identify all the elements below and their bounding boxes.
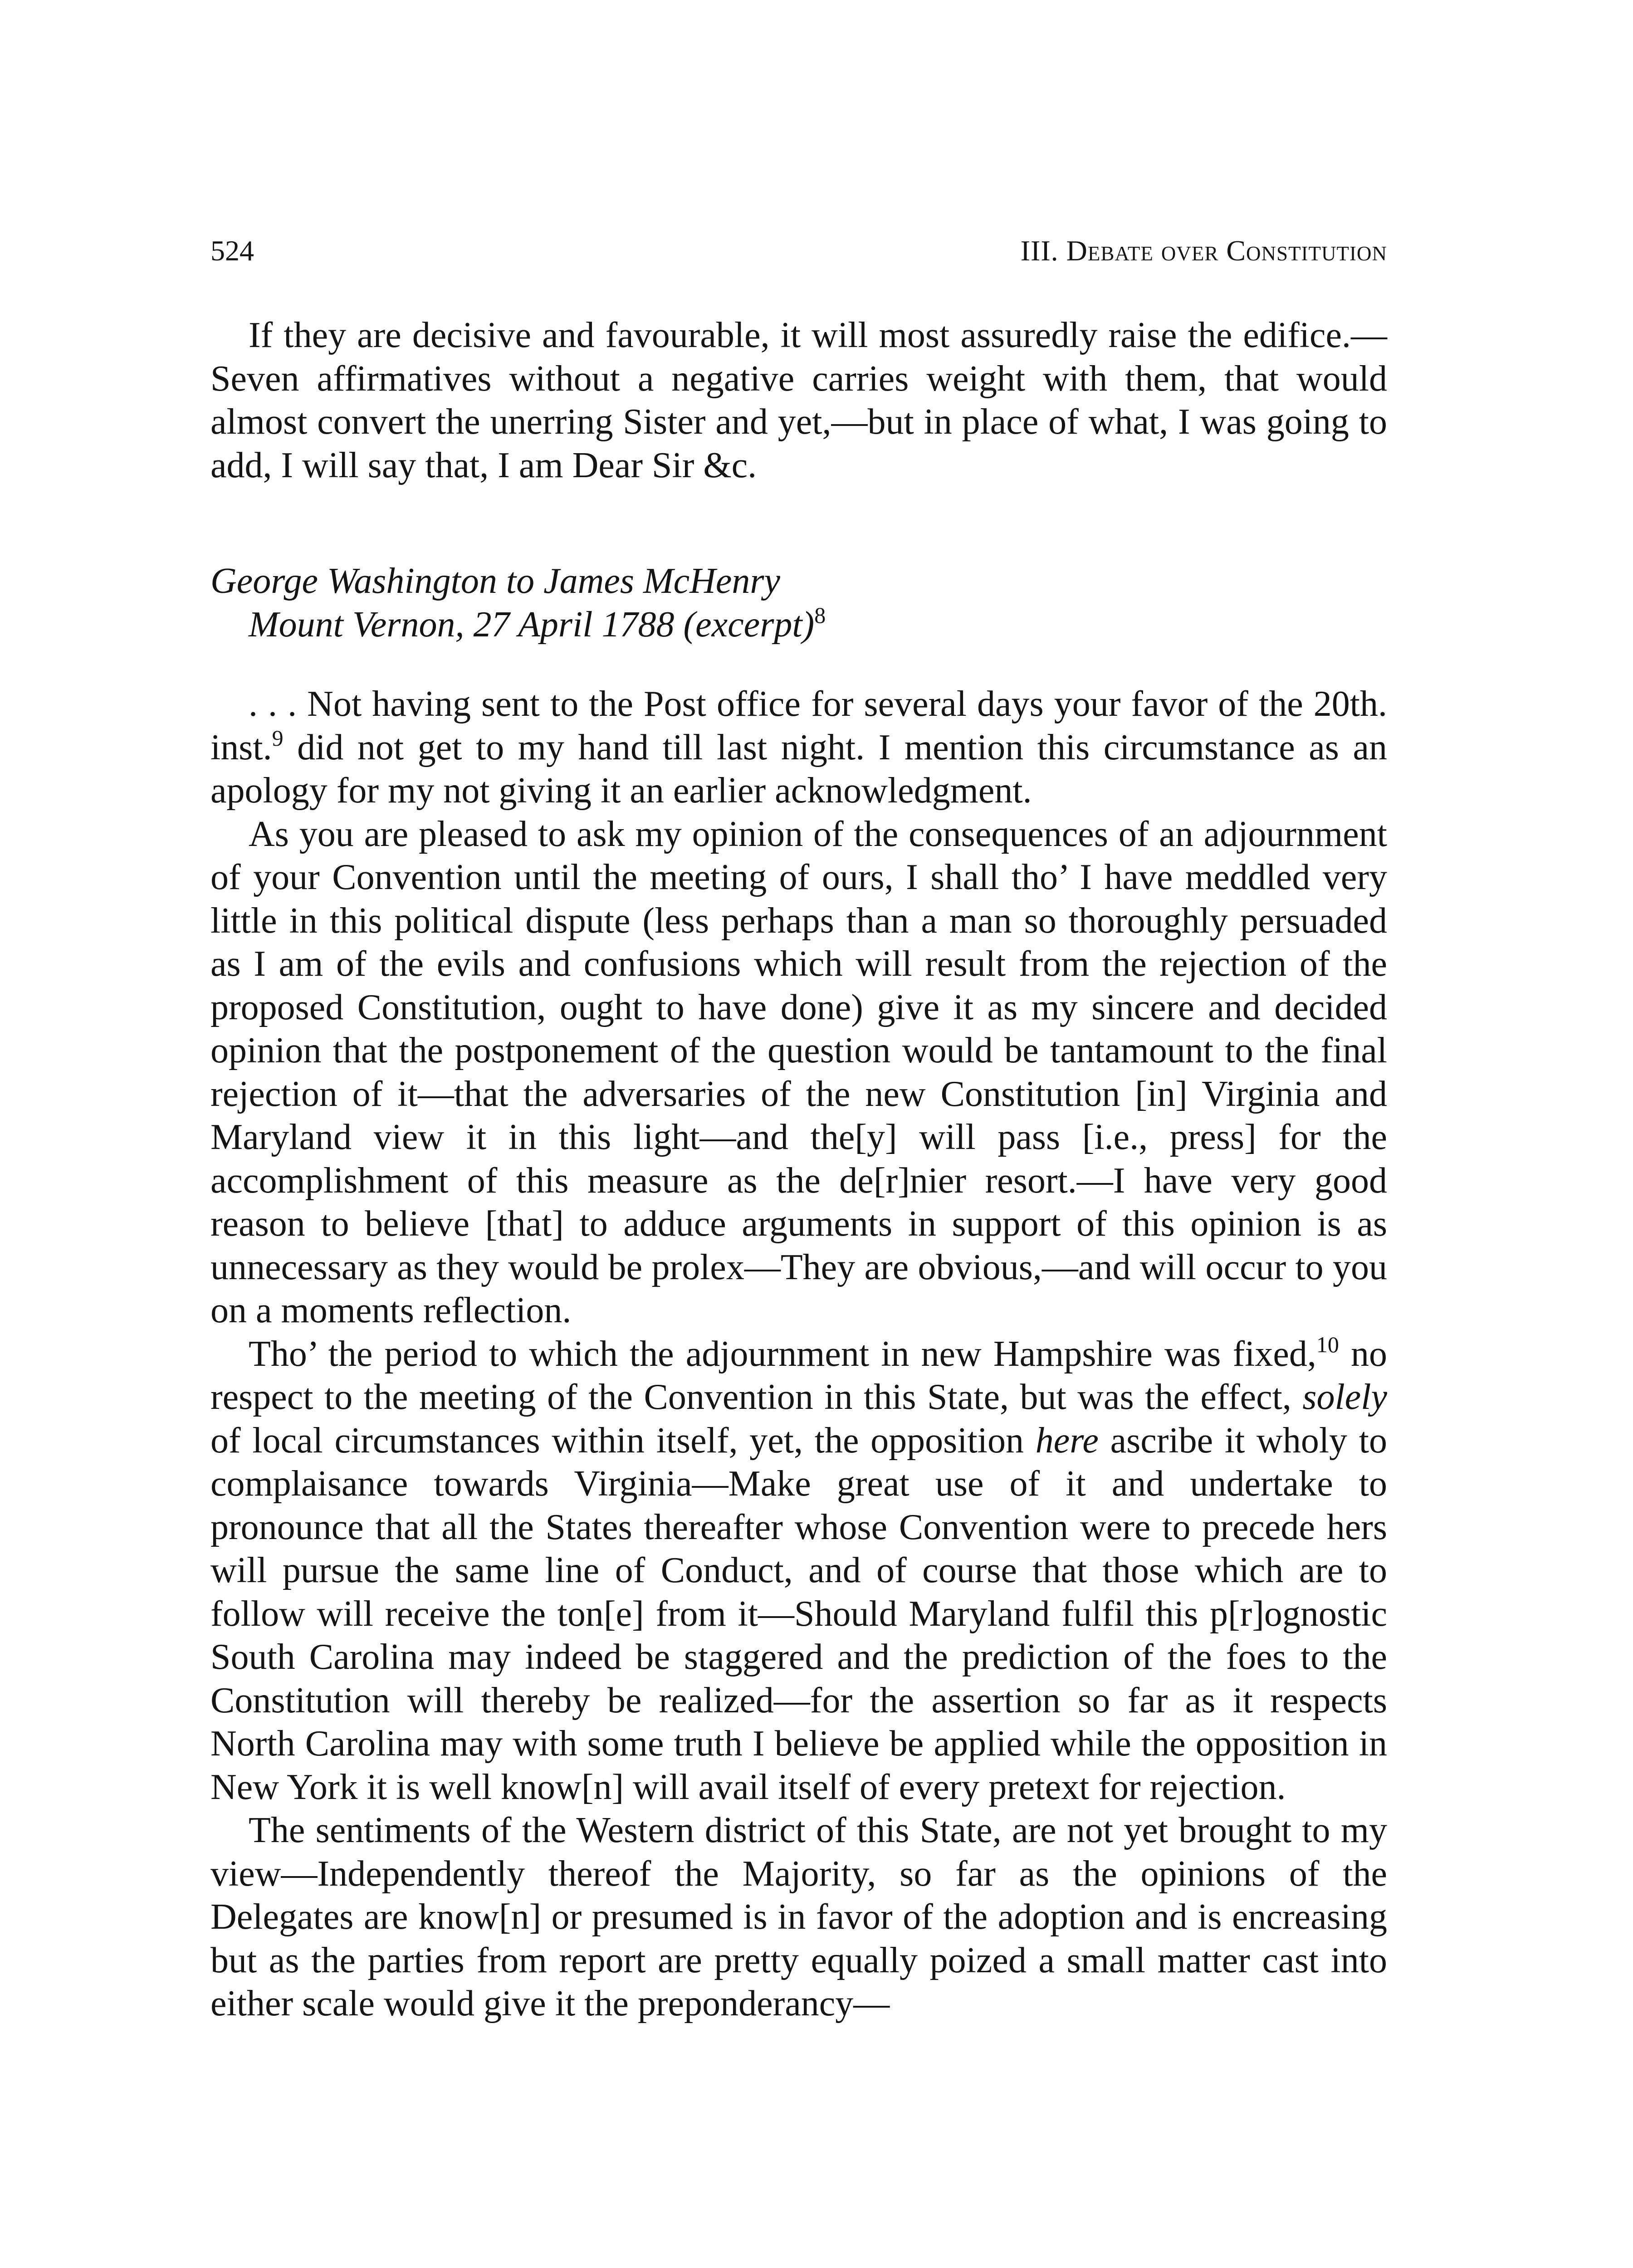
page-number: 524 bbox=[210, 235, 254, 267]
paragraph-3-part-d: ascribe it wholy to complaisance towards Virginia—Make great use of it and undertake to pronounce that all the States thereafter whose Convention were to precede hers will pursue the same line of Conduct, and of course that those which are to follow will receive the ton[e] from it—Should Maryland fulfil this p[r]ognostic South Carolina may indeed be staggered and the prediction of the foes to the Constitution will thereby be realized—for the assertion so far as it respects North Carolina may with some truth I believe be applied while the opposition in New York it is well know[n] will avail itself of every pretext for rejection. bbox=[210, 1420, 1387, 1807]
page-header bbox=[210, 230, 1387, 271]
letter-place-date-text: Mount Vernon, 27 April 1788 (excerpt) bbox=[249, 604, 815, 645]
footnote-ref-9: 9 bbox=[272, 725, 284, 751]
emphasis-here: here bbox=[1035, 1420, 1099, 1461]
paragraph-3-part-b: no respect to the meeting of the Convention in this State, but was the effect, bbox=[210, 1334, 1388, 1417]
paragraph-2: As you are pleased to ask my opinion of the consequences of an adjournment of your Convention until the meeting of ours, I shall tho’ I have meddled very little in this political dispute (less perhaps than a man so thoroughly persuaded as I am of the evils and confusions which will result from the rejection of the proposed Constitution, ought to have done) give it as my sincere and decided opinion that the postponement of the question would be tantamount to the final rejection of it—that the adversaries of the new Constitution [in] Virginia and Maryland view it in this light—and the[y] will pass [i.e., press] for the accomplishment of this measure as the de[r]nier resort.—I have very good reason to believe [that] to adduce arguments in support of this opinion is as unnecessary as they would be prolex—They are obvious,—and will occur to you on a moments reflection. bbox=[210, 814, 1387, 1330]
emphasis-solely: solely bbox=[1302, 1377, 1387, 1417]
paragraph-1-part-a: . . . Not having sent to the Post office for several days your favor of the 20th. inst. bbox=[210, 684, 1387, 767]
letter-title: George Washington to James McHenry bbox=[210, 561, 781, 601]
paragraph-3-part-c: of local circumstances within itself, yet, the opposition bbox=[210, 1420, 1036, 1461]
footnote-ref-10: 10 bbox=[1316, 1331, 1339, 1357]
opening-paragraph: If they are decisive and favourable, it will most assuredly raise the edifice.—Seven affirmatives without a negative carries weight with them, that would almost convert the unerring Sister and yet,—but in place of what, I was going to add, I will say that, I am Dear Sir &c. bbox=[210, 315, 1387, 485]
paragraph-3 bbox=[210, 1333, 1387, 1809]
paragraph-4: The sentiments of the Western district of this State, are not yet brought to my view—Independently thereof the Majority, so far as the opinions of the Delegates are know[n] or presumed is in favor of the adoption and is encreasing but as the parties from report are pretty equally poized a small matter cast into either scale would give it the preponderancy— bbox=[210, 1810, 1387, 2024]
paragraph-1 bbox=[210, 683, 1387, 813]
letter-place-date bbox=[210, 603, 1387, 647]
paragraph-3-part-a: Tho’ the period to which the adjournment in new Hampshire was fixed, bbox=[249, 1334, 1316, 1374]
body-text bbox=[210, 314, 1387, 2026]
running-head: III. Debate over Constitution bbox=[1020, 235, 1387, 267]
paragraph-1-part-b: did not get to my hand till last night. I mention this circumstance as an apology for my not giving it an earlier acknowledgment. bbox=[210, 727, 1387, 811]
footnote-ref-8: 8 bbox=[814, 602, 826, 628]
letter-heading bbox=[210, 560, 1387, 646]
